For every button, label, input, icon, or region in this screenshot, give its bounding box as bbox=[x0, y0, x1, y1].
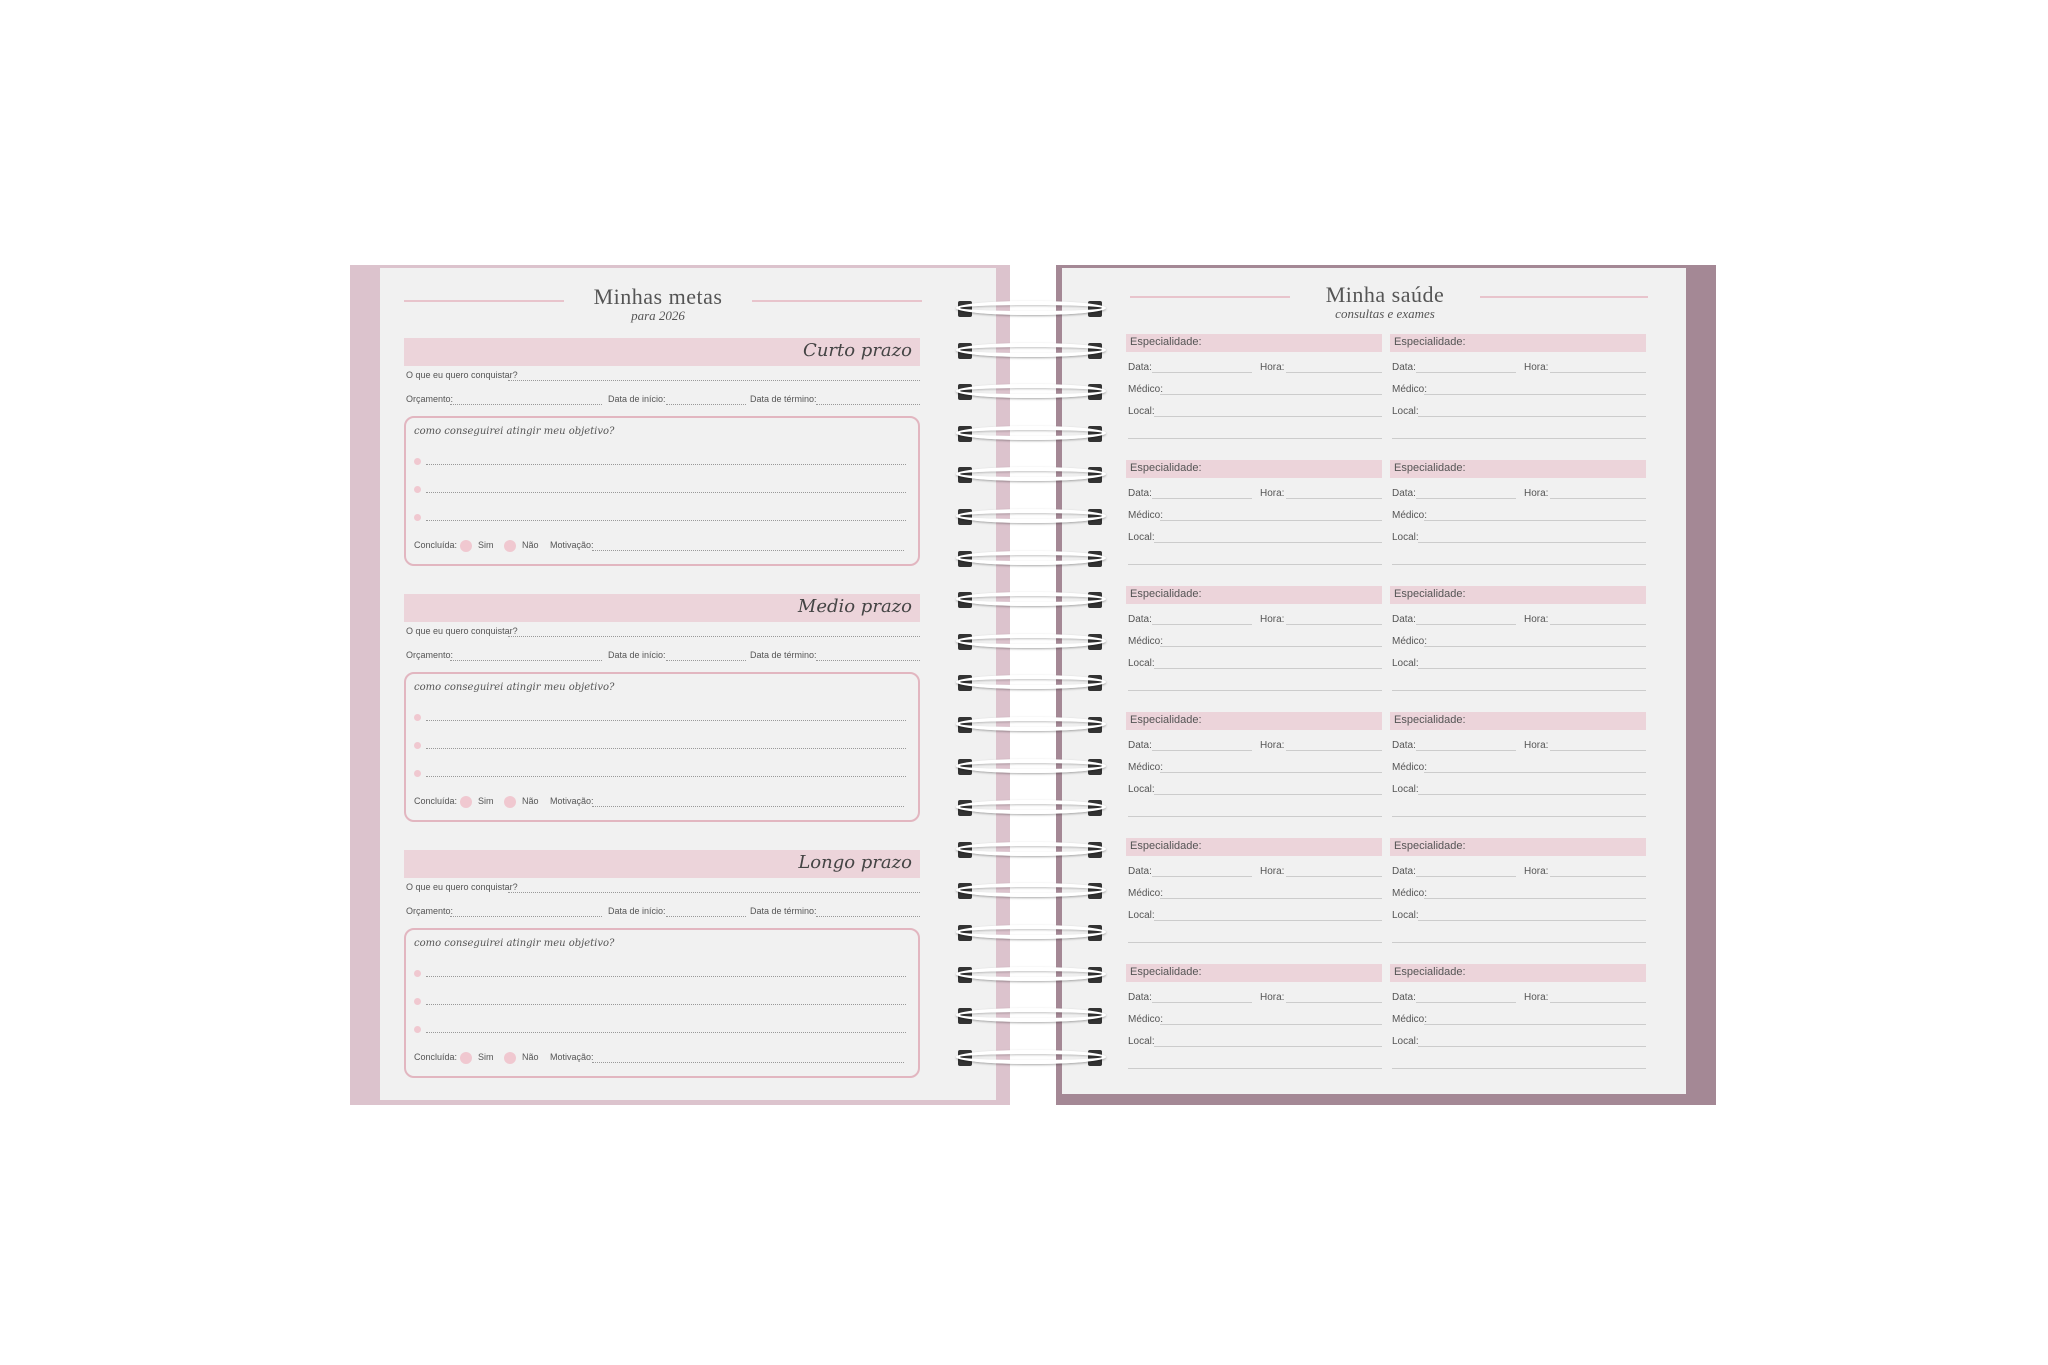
time-label: Hora: bbox=[1260, 740, 1285, 751]
coil-loop bbox=[956, 301, 1106, 315]
time-line[interactable] bbox=[1550, 614, 1646, 625]
place-line[interactable] bbox=[1418, 784, 1646, 795]
coil-loop bbox=[956, 509, 1106, 523]
goal-budget-row[interactable] bbox=[404, 394, 920, 410]
date-label: Data: bbox=[1392, 866, 1416, 877]
place-line[interactable] bbox=[1154, 910, 1382, 921]
end-line[interactable] bbox=[816, 394, 920, 405]
extra-line[interactable] bbox=[1392, 680, 1646, 691]
doctor-label: Médico: bbox=[1392, 384, 1428, 395]
specialty-label: Especialidade: bbox=[1394, 336, 1466, 348]
goal-question-row[interactable] bbox=[404, 882, 920, 898]
doctor-label: Médico: bbox=[1392, 1014, 1428, 1025]
goal-heading-bar bbox=[404, 594, 920, 622]
doctor-line[interactable] bbox=[1160, 762, 1382, 773]
coil-loop bbox=[956, 800, 1106, 814]
time-label: Hora: bbox=[1260, 488, 1285, 499]
motivation-line[interactable] bbox=[592, 796, 904, 807]
place-line[interactable] bbox=[1418, 910, 1646, 921]
time-line[interactable] bbox=[1550, 992, 1646, 1003]
specialty-label: Especialidade: bbox=[1394, 588, 1466, 600]
place-line[interactable] bbox=[1418, 1036, 1646, 1047]
date-line[interactable] bbox=[1152, 362, 1252, 373]
appointment-card bbox=[1390, 964, 1646, 1074]
motivation-line[interactable] bbox=[592, 1052, 904, 1063]
time-label: Hora: bbox=[1524, 614, 1549, 625]
appointment-card bbox=[1126, 334, 1382, 444]
date-line[interactable] bbox=[1152, 992, 1252, 1003]
doctor-line[interactable] bbox=[1160, 888, 1382, 899]
specialty-label: Especialidade: bbox=[1130, 840, 1202, 852]
place-label: Local: bbox=[1392, 910, 1419, 921]
coil-loop bbox=[956, 1050, 1106, 1064]
goal-plan-box bbox=[404, 416, 920, 566]
yes-label: Sim bbox=[478, 540, 494, 550]
time-line[interactable] bbox=[1286, 866, 1382, 877]
extra-line[interactable] bbox=[1392, 932, 1646, 943]
date-line[interactable] bbox=[1416, 488, 1516, 499]
goal-plan-box bbox=[404, 928, 920, 1078]
place-line[interactable] bbox=[1154, 406, 1382, 417]
no-label: Não bbox=[522, 796, 539, 806]
place-label: Local: bbox=[1392, 1036, 1419, 1047]
no-checkbox[interactable] bbox=[504, 796, 516, 808]
plan-question: como conseguirei atingir meu objetivo? bbox=[414, 682, 615, 693]
left-subtitle-text: para 2026 bbox=[631, 308, 685, 323]
goal-question-row[interactable] bbox=[404, 626, 920, 642]
date-label: Data: bbox=[1128, 740, 1152, 751]
end-line[interactable] bbox=[816, 650, 920, 661]
place-label: Local: bbox=[1128, 532, 1155, 543]
left-title-rule-left bbox=[404, 300, 564, 302]
bullet-icon bbox=[414, 458, 421, 465]
spiral-ring bbox=[956, 1003, 1106, 1029]
doctor-line[interactable] bbox=[1424, 1014, 1646, 1025]
extra-line[interactable] bbox=[1128, 428, 1382, 439]
date-label: Data: bbox=[1128, 866, 1152, 877]
doctor-label: Médico: bbox=[1392, 636, 1428, 647]
time-label: Hora: bbox=[1260, 362, 1285, 373]
place-line[interactable] bbox=[1154, 1036, 1382, 1047]
extra-line[interactable] bbox=[1128, 806, 1382, 817]
doctor-label: Médico: bbox=[1128, 384, 1164, 395]
coil-loop bbox=[956, 592, 1106, 606]
time-line[interactable] bbox=[1550, 488, 1646, 499]
appointment-card bbox=[1126, 712, 1382, 822]
yes-label: Sim bbox=[478, 796, 494, 806]
plan-line[interactable] bbox=[426, 996, 906, 1005]
appointment-card bbox=[1390, 838, 1646, 948]
question-label: O que eu quero conquistar? bbox=[406, 370, 518, 380]
spiral-ring bbox=[956, 629, 1106, 655]
specialty-bar[interactable] bbox=[1390, 334, 1646, 352]
budget-line[interactable] bbox=[450, 650, 602, 661]
coil-loop bbox=[956, 384, 1106, 398]
spiral-ring bbox=[956, 296, 1106, 322]
specialty-bar[interactable] bbox=[1126, 838, 1382, 856]
coil-loop bbox=[956, 634, 1106, 648]
goal-budget-row[interactable] bbox=[404, 906, 920, 922]
coil-loop bbox=[956, 883, 1106, 897]
spiral-ring bbox=[956, 795, 1106, 821]
date-label: Data: bbox=[1392, 740, 1416, 751]
doctor-label: Médico: bbox=[1392, 762, 1428, 773]
spiral-ring bbox=[956, 837, 1106, 863]
spiral-ring bbox=[956, 878, 1106, 904]
specialty-bar[interactable] bbox=[1390, 712, 1646, 730]
place-line[interactable] bbox=[1418, 532, 1646, 543]
question-label: O que eu quero conquistar? bbox=[406, 626, 518, 636]
goal-block bbox=[404, 594, 920, 824]
appointment-card bbox=[1126, 460, 1382, 570]
place-label: Local: bbox=[1392, 784, 1419, 795]
coil-loop bbox=[956, 675, 1106, 689]
goal-heading-bar bbox=[404, 338, 920, 366]
plan-line[interactable] bbox=[426, 712, 906, 721]
time-line[interactable] bbox=[1286, 992, 1382, 1003]
start-line[interactable] bbox=[666, 906, 746, 917]
coil-loop bbox=[956, 759, 1106, 773]
spiral-ring bbox=[956, 1045, 1106, 1071]
date-line[interactable] bbox=[1416, 740, 1516, 751]
doctor-line[interactable] bbox=[1424, 384, 1646, 395]
motivation-line[interactable] bbox=[592, 540, 904, 551]
place-line[interactable] bbox=[1154, 784, 1382, 795]
date-line[interactable] bbox=[1416, 362, 1516, 373]
specialty-label: Especialidade: bbox=[1130, 462, 1202, 474]
spiral-ring bbox=[956, 962, 1106, 988]
coil-loop bbox=[956, 426, 1106, 440]
doctor-label: Médico: bbox=[1128, 888, 1164, 899]
date-label: Data: bbox=[1128, 362, 1152, 373]
specialty-bar[interactable] bbox=[1390, 460, 1646, 478]
place-label: Local: bbox=[1128, 1036, 1155, 1047]
budget-label: Orçamento: bbox=[406, 906, 454, 916]
place-label: Local: bbox=[1392, 658, 1419, 669]
plan-line[interactable] bbox=[426, 740, 906, 749]
plan-line[interactable] bbox=[426, 1024, 906, 1033]
place-line[interactable] bbox=[1418, 658, 1646, 669]
date-label: Data: bbox=[1392, 488, 1416, 499]
date-label: Data: bbox=[1128, 992, 1152, 1003]
left-title-text: Minhas metas bbox=[593, 284, 723, 309]
specialty-label: Especialidade: bbox=[1130, 714, 1202, 726]
start-label: Data de início: bbox=[608, 650, 666, 660]
doctor-line[interactable] bbox=[1160, 1014, 1382, 1025]
specialty-bar[interactable] bbox=[1126, 460, 1382, 478]
motivation-label: Motivação: bbox=[550, 796, 594, 806]
doctor-line[interactable] bbox=[1424, 636, 1646, 647]
goal-status-row bbox=[414, 796, 904, 810]
bullet-icon bbox=[414, 486, 421, 493]
time-label: Hora: bbox=[1524, 866, 1549, 877]
place-line[interactable] bbox=[1418, 406, 1646, 417]
right-title-rule-left bbox=[1130, 296, 1290, 298]
specialty-bar[interactable] bbox=[1126, 334, 1382, 352]
plan-question: como conseguirei atingir meu objetivo? bbox=[414, 938, 615, 949]
yes-checkbox[interactable] bbox=[460, 1052, 472, 1064]
no-checkbox[interactable] bbox=[504, 540, 516, 552]
budget-label: Orçamento: bbox=[406, 394, 454, 404]
date-line[interactable] bbox=[1152, 488, 1252, 499]
yes-label: Sim bbox=[478, 1052, 494, 1062]
date-line[interactable] bbox=[1416, 866, 1516, 877]
specialty-label: Especialidade: bbox=[1394, 714, 1466, 726]
spiral-ring bbox=[956, 670, 1106, 696]
goal-budget-row[interactable] bbox=[404, 650, 920, 666]
time-line[interactable] bbox=[1550, 740, 1646, 751]
bullet-icon bbox=[414, 742, 421, 749]
extra-line[interactable] bbox=[1392, 428, 1646, 439]
doctor-label: Médico: bbox=[1128, 510, 1164, 521]
spiral-ring bbox=[956, 754, 1106, 780]
question-label: O que eu quero conquistar? bbox=[406, 882, 518, 892]
coil-loop bbox=[956, 842, 1106, 856]
time-line[interactable] bbox=[1286, 362, 1382, 373]
budget-line[interactable] bbox=[450, 394, 602, 405]
spiral-ring bbox=[956, 338, 1106, 364]
time-line[interactable] bbox=[1550, 866, 1646, 877]
end-label: Data de término: bbox=[750, 650, 817, 660]
bullet-icon bbox=[414, 970, 421, 977]
time-line[interactable] bbox=[1550, 362, 1646, 373]
doctor-label: Médico: bbox=[1128, 1014, 1164, 1025]
no-label: Não bbox=[522, 540, 539, 550]
goal-heading: Curto prazo bbox=[803, 340, 912, 361]
place-label: Local: bbox=[1128, 658, 1155, 669]
yes-checkbox[interactable] bbox=[460, 540, 472, 552]
goal-status-row bbox=[414, 1052, 904, 1066]
coil-loop bbox=[956, 925, 1106, 939]
date-line[interactable] bbox=[1152, 614, 1252, 625]
time-label: Hora: bbox=[1524, 992, 1549, 1003]
date-label: Data: bbox=[1128, 488, 1152, 499]
specialty-label: Especialidade: bbox=[1394, 462, 1466, 474]
no-checkbox[interactable] bbox=[504, 1052, 516, 1064]
spiral-ring bbox=[956, 920, 1106, 946]
date-line[interactable] bbox=[1416, 992, 1516, 1003]
date-label: Data: bbox=[1392, 992, 1416, 1003]
goal-block bbox=[404, 338, 920, 568]
done-label: Concluída: bbox=[414, 796, 458, 806]
appointment-card bbox=[1390, 334, 1646, 444]
start-label: Data de início: bbox=[608, 394, 666, 404]
place-line[interactable] bbox=[1154, 532, 1382, 543]
budget-line[interactable] bbox=[450, 906, 602, 917]
budget-label: Orçamento: bbox=[406, 650, 454, 660]
no-label: Não bbox=[522, 1052, 539, 1062]
date-line[interactable] bbox=[1152, 740, 1252, 751]
coil-loop bbox=[956, 467, 1106, 481]
doctor-line[interactable] bbox=[1160, 510, 1382, 521]
extra-line[interactable] bbox=[1392, 1058, 1646, 1069]
time-line[interactable] bbox=[1286, 488, 1382, 499]
appointment-card bbox=[1126, 586, 1382, 696]
goal-heading: Longo prazo bbox=[798, 852, 912, 873]
place-label: Local: bbox=[1128, 784, 1155, 795]
doctor-label: Médico: bbox=[1128, 636, 1164, 647]
done-label: Concluída: bbox=[414, 1052, 458, 1062]
appointment-card bbox=[1390, 460, 1646, 570]
start-line[interactable] bbox=[666, 650, 746, 661]
extra-line[interactable] bbox=[1128, 1058, 1382, 1069]
appointment-card bbox=[1126, 964, 1382, 1074]
extra-line[interactable] bbox=[1128, 932, 1382, 943]
specialty-bar[interactable] bbox=[1390, 586, 1646, 604]
yes-checkbox[interactable] bbox=[460, 796, 472, 808]
left-title-rule-right bbox=[752, 300, 922, 302]
plan-line[interactable] bbox=[426, 512, 906, 521]
motivation-label: Motivação: bbox=[550, 540, 594, 550]
goal-status-row bbox=[414, 540, 904, 554]
right-page-title bbox=[1290, 282, 1480, 322]
time-label: Hora: bbox=[1524, 740, 1549, 751]
extra-line[interactable] bbox=[1128, 680, 1382, 691]
spiral-ring bbox=[956, 379, 1106, 405]
place-line[interactable] bbox=[1154, 658, 1382, 669]
doctor-line[interactable] bbox=[1424, 762, 1646, 773]
spiral-ring bbox=[956, 712, 1106, 738]
date-label: Data: bbox=[1392, 362, 1416, 373]
place-label: Local: bbox=[1392, 406, 1419, 417]
time-label: Hora: bbox=[1524, 488, 1549, 499]
specialty-bar[interactable] bbox=[1126, 586, 1382, 604]
time-line[interactable] bbox=[1286, 740, 1382, 751]
bullet-icon bbox=[414, 514, 421, 521]
date-line[interactable] bbox=[1416, 614, 1516, 625]
bullet-icon bbox=[414, 714, 421, 721]
goal-question-row[interactable] bbox=[404, 370, 920, 386]
spiral-ring bbox=[956, 546, 1106, 572]
goal-plan-box bbox=[404, 672, 920, 822]
appointment-card bbox=[1390, 712, 1646, 822]
spiral-ring bbox=[956, 587, 1106, 613]
question-line[interactable] bbox=[508, 626, 920, 637]
doctor-line[interactable] bbox=[1160, 384, 1382, 395]
question-line[interactable] bbox=[508, 882, 920, 893]
time-label: Hora: bbox=[1260, 614, 1285, 625]
left-page-title bbox=[560, 284, 756, 324]
right-subtitle-text: consultas e exames bbox=[1335, 306, 1435, 321]
doctor-line[interactable] bbox=[1424, 510, 1646, 521]
coil-loop bbox=[956, 717, 1106, 731]
question-line[interactable] bbox=[508, 370, 920, 381]
specialty-bar[interactable] bbox=[1390, 964, 1646, 982]
start-line[interactable] bbox=[666, 394, 746, 405]
bullet-icon bbox=[414, 998, 421, 1005]
specialty-label: Especialidade: bbox=[1394, 966, 1466, 978]
plan-line[interactable] bbox=[426, 456, 906, 465]
specialty-bar[interactable] bbox=[1126, 712, 1382, 730]
start-label: Data de início: bbox=[608, 906, 666, 916]
doctor-label: Médico: bbox=[1392, 888, 1428, 899]
goal-heading-bar bbox=[404, 850, 920, 878]
time-line[interactable] bbox=[1286, 614, 1382, 625]
appointment-card bbox=[1390, 586, 1646, 696]
done-label: Concluída: bbox=[414, 540, 458, 550]
coil-loop bbox=[956, 1008, 1106, 1022]
specialty-label: Especialidade: bbox=[1130, 966, 1202, 978]
plan-line[interactable] bbox=[426, 768, 906, 777]
doctor-label: Médico: bbox=[1128, 762, 1164, 773]
time-label: Hora: bbox=[1260, 866, 1285, 877]
end-label: Data de término: bbox=[750, 906, 817, 916]
coil-loop bbox=[956, 343, 1106, 357]
date-label: Data: bbox=[1128, 614, 1152, 625]
specialty-label: Especialidade: bbox=[1394, 840, 1466, 852]
coil-loop bbox=[956, 551, 1106, 565]
doctor-label: Médico: bbox=[1392, 510, 1428, 521]
place-label: Local: bbox=[1128, 406, 1155, 417]
specialty-bar[interactable] bbox=[1390, 838, 1646, 856]
time-label: Hora: bbox=[1524, 362, 1549, 373]
place-label: Local: bbox=[1392, 532, 1419, 543]
specialty-label: Especialidade: bbox=[1130, 588, 1202, 600]
time-label: Hora: bbox=[1260, 992, 1285, 1003]
spiral-ring bbox=[956, 421, 1106, 447]
doctor-line[interactable] bbox=[1424, 888, 1646, 899]
end-line[interactable] bbox=[816, 906, 920, 917]
right-title-rule-right bbox=[1480, 296, 1648, 298]
coil-loop bbox=[956, 967, 1106, 981]
specialty-bar[interactable] bbox=[1126, 964, 1382, 982]
specialty-label: Especialidade: bbox=[1130, 336, 1202, 348]
date-line[interactable] bbox=[1152, 866, 1252, 877]
right-title-text: Minha saúde bbox=[1325, 282, 1445, 307]
extra-line[interactable] bbox=[1128, 554, 1382, 565]
motivation-label: Motivação: bbox=[550, 1052, 594, 1062]
plan-line[interactable] bbox=[426, 968, 906, 977]
date-label: Data: bbox=[1392, 614, 1416, 625]
place-label: Local: bbox=[1128, 910, 1155, 921]
goal-block bbox=[404, 850, 920, 1080]
plan-question: como conseguirei atingir meu objetivo? bbox=[414, 426, 615, 437]
end-label: Data de término: bbox=[750, 394, 817, 404]
extra-line[interactable] bbox=[1392, 554, 1646, 565]
bullet-icon bbox=[414, 1026, 421, 1033]
spiral-ring bbox=[956, 462, 1106, 488]
bullet-icon bbox=[414, 770, 421, 777]
plan-line[interactable] bbox=[426, 484, 906, 493]
appointment-card bbox=[1126, 838, 1382, 948]
doctor-line[interactable] bbox=[1160, 636, 1382, 647]
goal-heading: Medio prazo bbox=[797, 596, 912, 617]
extra-line[interactable] bbox=[1392, 806, 1646, 817]
spiral-ring bbox=[956, 504, 1106, 530]
